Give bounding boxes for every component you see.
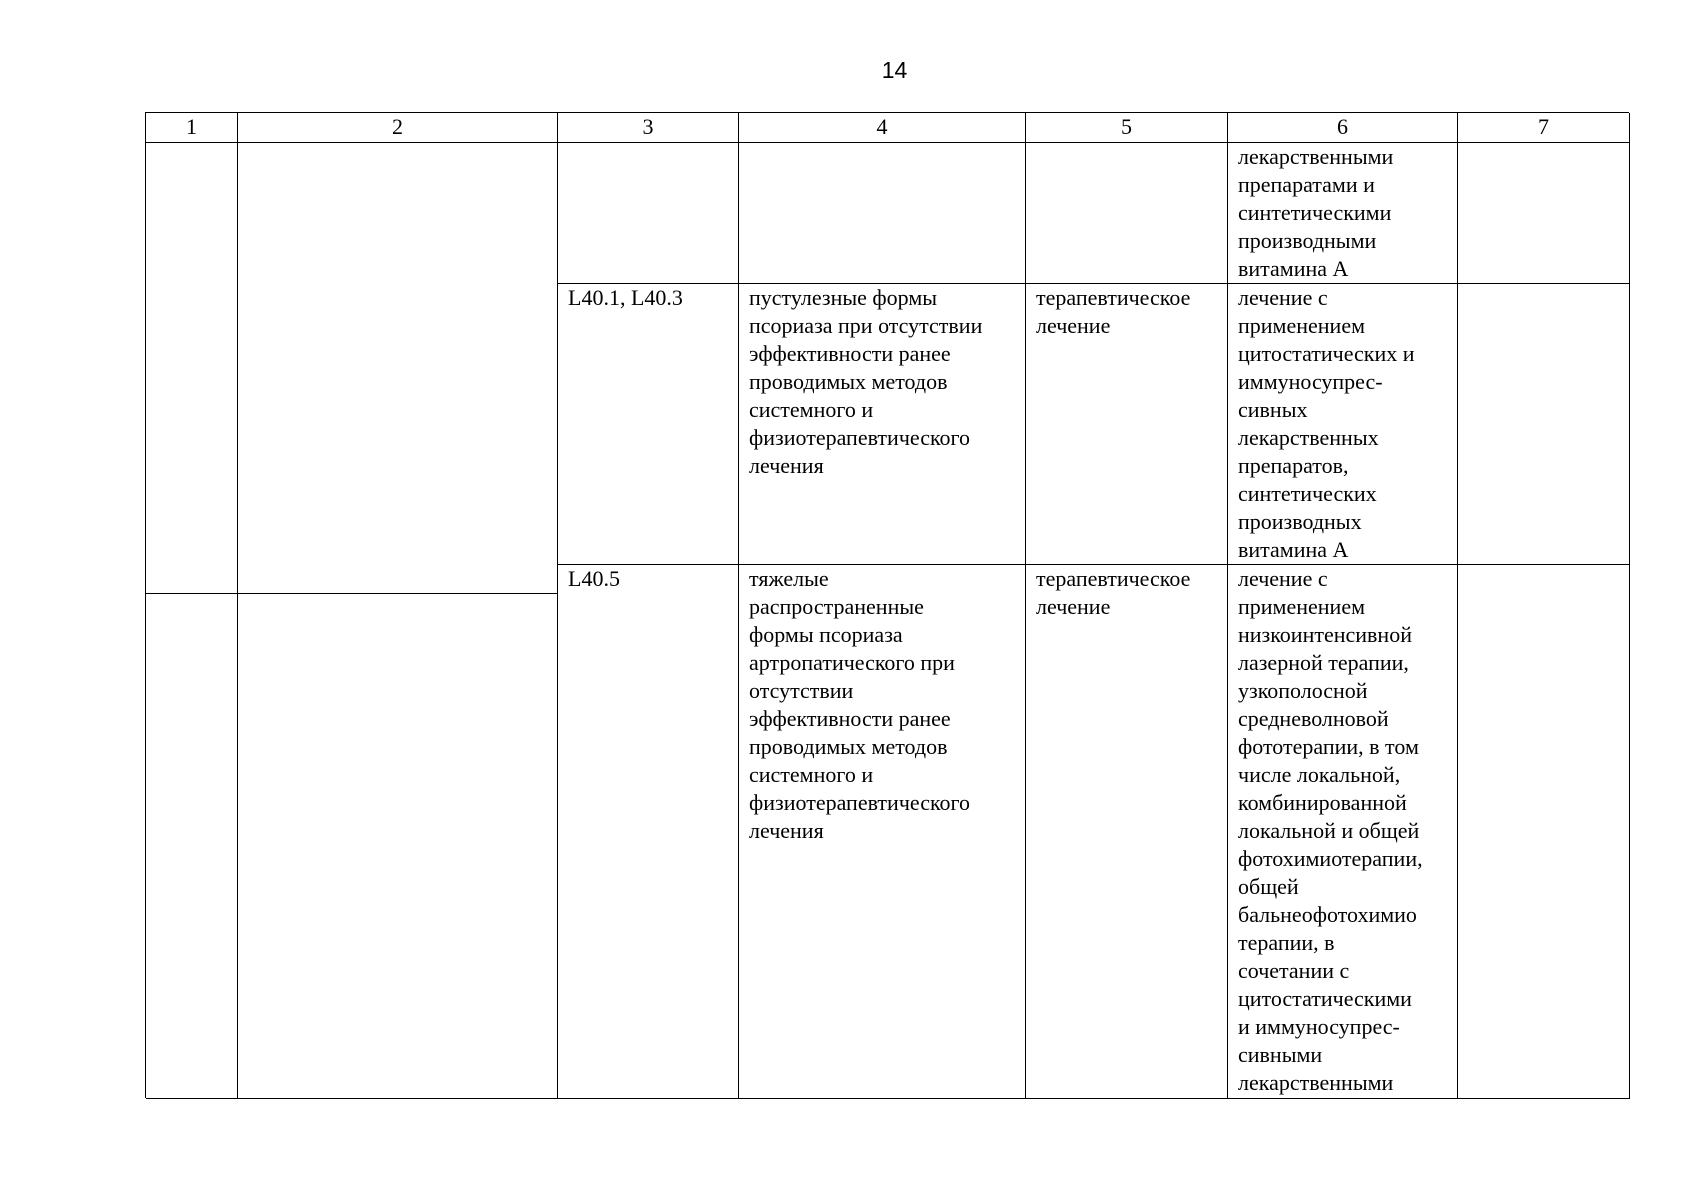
treatment-type-cell (1026, 143, 1228, 284)
column-header-6: 6 (1228, 113, 1458, 143)
diagnosis-code-cell: L40.5 (558, 565, 739, 1099)
column-header-5: 5 (1026, 113, 1228, 143)
patient-model-cell: пустулезные формы псориаза при отсутствии эффективности ранее проводимых методов системного и физиотерапевтического лечения (739, 284, 1026, 565)
services-table (145, 112, 1629, 1098)
diagnosis-code-cell (558, 143, 739, 284)
patient-model-cell: тяжелые распространенные формы псориаза артропатического при отсутствии эффективности ранее проводимых методов системного и физиотерапевтического лечения (739, 565, 1026, 1099)
standard-cost-cell (1458, 143, 1630, 284)
column-header-3: 3 (558, 113, 739, 143)
column-header-1: 1 (146, 113, 238, 143)
column-header-7: 7 (1458, 113, 1630, 143)
standard-cost-cell (1458, 284, 1630, 565)
patient-model-cell (739, 143, 1026, 284)
treatment-method-cell: лечение с применением низкоинтенсивной лазерной терапии, узкополосной средневолновой фототерапии, в том числе локальной, комбинированной локальной и общей фотохимиотерапии, общей бальнеофотохимио терапии, в сочетании с цитостатическими и иммуносупрес- сивными лекарственными (1228, 565, 1458, 1099)
standard-cost-cell (1458, 565, 1630, 1099)
column-header-2: 2 (238, 113, 558, 143)
profile-name-cell (238, 143, 558, 594)
treatment-type-cell: терапевтическое лечение (1026, 565, 1228, 1099)
diagnosis-code-cell: L40.1, L40.3 (558, 284, 739, 565)
page-number: 14 (881, 57, 908, 83)
treatment-method-cell: лечение с применением цитостатических и иммуносупрес- сивных лекарственных препаратов, синтетических производных витамина А (1228, 284, 1458, 565)
row-number-cell-next (146, 594, 238, 1099)
profile-name-cell-next (238, 594, 558, 1099)
treatment-type-cell: терапевтическое лечение (1026, 284, 1228, 565)
treatment-method-cell: лекарственными препаратами и синтетическими производными витамина А (1228, 143, 1458, 284)
row-number-cell (146, 143, 238, 594)
column-header-4: 4 (739, 113, 1026, 143)
